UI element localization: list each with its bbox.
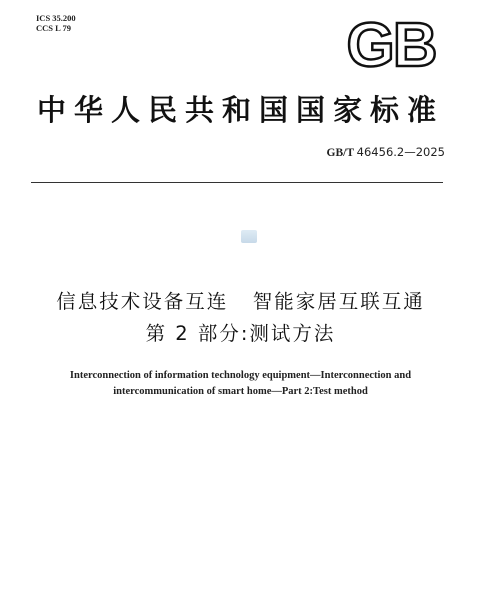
national-standard-title: 中华人民共和国国家标准	[36, 93, 444, 127]
standard-number-prefix: GB/T	[326, 147, 354, 159]
gb-logo-text: GB	[346, 16, 436, 72]
gb-logo-icon	[338, 16, 444, 72]
standard-number	[327, 145, 445, 159]
ccs-code: CCS L 79	[36, 23, 71, 33]
english-title-line-1: Interconnection of information technology equipment—Interconnection and	[69, 370, 412, 381]
watermark-icon	[241, 230, 257, 243]
chinese-title-line-2: 第 2 部分:测试方法	[145, 322, 336, 345]
ics-code: ICS 35.200	[36, 13, 76, 23]
chinese-title-line-1: 信息技术设备互连 智能家居互联互通	[56, 290, 425, 313]
gb-logo	[338, 16, 444, 72]
classification-codes	[36, 13, 76, 33]
header-divider	[31, 182, 443, 183]
standard-number-value: 46456.2—2025	[356, 145, 445, 159]
english-title-line-2: intercommunication of smart home—Part 2:Test method	[113, 386, 368, 397]
